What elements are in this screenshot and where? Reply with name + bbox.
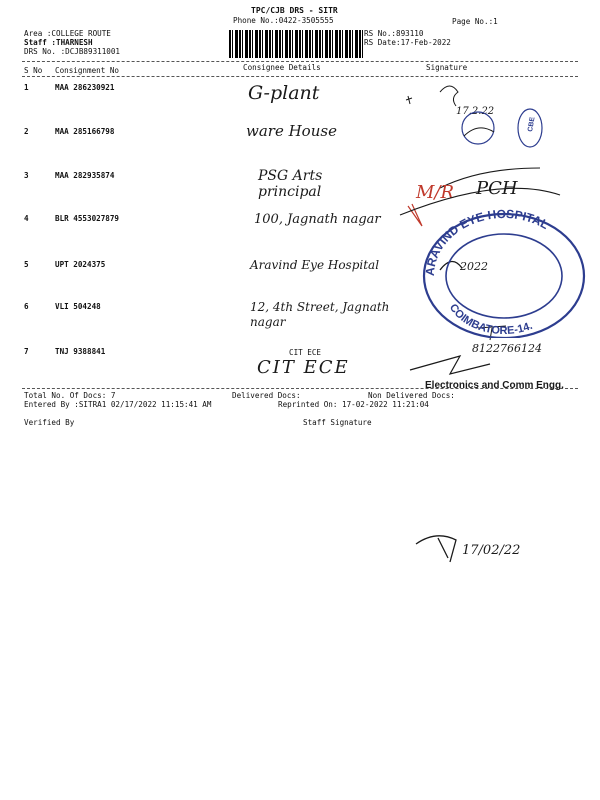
cbe-stamp-label: CBE	[527, 116, 537, 133]
printed-consignee: CIT ECE	[289, 348, 322, 357]
reprinted-on: Reprinted On: 17-02-2022 11:21:04	[278, 400, 429, 409]
signature-mr: M/R	[416, 182, 455, 203]
delivered-docs: Delivered Docs:	[232, 391, 301, 400]
signature-bottom-date: 17/02/22	[462, 543, 521, 558]
footer-divider	[22, 388, 578, 389]
row-sno: 5	[24, 260, 29, 269]
row-sno: 4	[24, 214, 29, 223]
signature-stroke-bottom	[416, 536, 456, 562]
signature-date-1: 17.2.22	[456, 106, 495, 117]
signature-year: 2022	[460, 260, 488, 273]
row-consignment: TNJ 9388841	[55, 347, 106, 356]
handwritten-consignee: PSG Arts principal	[258, 168, 323, 200]
row-consignment: VLI 504248	[55, 302, 101, 311]
col-sno: S No	[24, 66, 43, 75]
row-consignment: MAA 285166798	[55, 127, 115, 136]
row-consignment: BLR 4553027879	[55, 214, 120, 223]
row-sno: 1	[24, 83, 29, 92]
non-delivered-docs: Non Delivered Docs:	[368, 391, 455, 400]
handwritten-consignee: 12, 4th Street, Jagnath nagar	[250, 300, 390, 329]
row-consignment: UPT 2024375	[55, 260, 106, 269]
staff-label: Staff :THARNESH	[24, 38, 93, 47]
staff-signature: Staff Signature	[303, 418, 372, 427]
barcode	[229, 30, 363, 58]
handwritten-consignee: 100, Jagnath nagar	[254, 212, 381, 227]
row-consignment: MAA 282935874	[55, 171, 115, 180]
signature-phone: 8122766124	[472, 342, 542, 355]
row-sno: 3	[24, 171, 29, 180]
signature-bottom	[410, 356, 490, 374]
col-consignee: Consignee Details	[243, 63, 321, 72]
department-stamp: Electronics and Comm Engg.	[425, 380, 564, 391]
page-number: Page No.:1	[452, 17, 498, 26]
row-consignment: MAA 286230921	[55, 83, 115, 92]
col-consignment: Consignment No	[55, 66, 120, 75]
row-sno: 7	[24, 347, 29, 356]
verified-by: Verified By	[24, 418, 75, 427]
signature-loop	[464, 128, 494, 136]
drs-number: DRS No. :DCJB89311001	[24, 47, 121, 56]
phone-number: Phone No.:0422-3505555	[233, 16, 334, 25]
handwritten-consignee: CIT ECE	[257, 357, 350, 378]
signature-pch: PCH	[476, 178, 518, 199]
signature-tick	[406, 96, 412, 104]
rs-number: RS No.:893110	[364, 29, 424, 38]
hospital-stamp	[416, 198, 586, 338]
row-sno: 2	[24, 127, 29, 136]
rs-date: RS Date:17-Feb-2022	[364, 38, 451, 47]
handwritten-consignee: G-plant	[248, 82, 320, 104]
bottom-signature	[410, 528, 540, 568]
col-signature: Signature	[426, 63, 468, 72]
stamp-top-text: ARAVIND EYE HOSPITAL	[422, 206, 552, 277]
row-sno: 6	[24, 302, 29, 311]
signature-scribble	[440, 86, 458, 106]
entered-by: Entered By :SITRA1 02/17/2022 11:15:41 AM	[24, 400, 212, 409]
total-docs: Total No. Of Docs: 7	[24, 391, 116, 400]
report-title: TPC/CJB DRS - SITR	[251, 6, 338, 15]
handwritten-consignee: ware House	[246, 122, 337, 140]
header-divider	[22, 61, 578, 62]
stamp-bottom-text: COIMBATORE-14.	[446, 301, 535, 338]
stamp-inner-ring	[446, 234, 562, 318]
area-label: Area :COLLEGE ROUTE	[24, 29, 111, 38]
handwritten-consignee: Aravind Eye Hospital	[250, 258, 380, 272]
